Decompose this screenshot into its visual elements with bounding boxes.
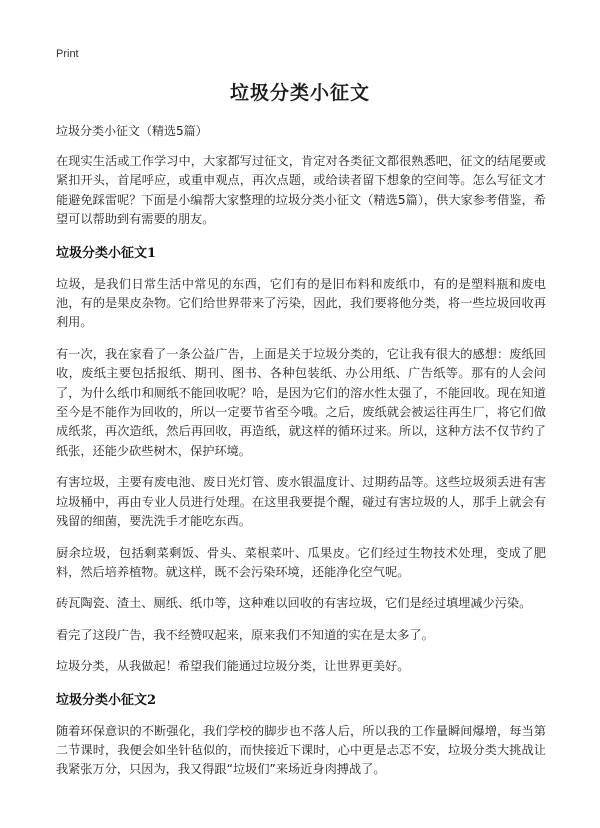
paragraph: 垃圾，是我们日常生活中常见的东西，它们有的是旧布料和废纸巾，有的是塑料瓶和废电池，有的是果皮杂物。它们给世界带来了污染，因此，我们要将他分类，将一些垃圾回收再利用。 (56, 276, 546, 330)
intro-paragraph: 在现实生活或工作学习中，大家都写过征文，肯定对各类征文都很熟悉吧，征文的结尾要或紧扣开头，首尾呼应，或重申观点，再次点题，或给读者留下想象的空间等。怎么写征文才能避免踩雷呢？下面是小编帮大家整理的垃圾分类小征文（精选5篇），供大家参考借鉴，希望可以帮助到有需要的朋友。 (56, 154, 546, 227)
paragraph: 有一次，我在家看了一条公益广告，上面是关于垃圾分类的，它让我有很大的感想：废纸回收，废纸主要包括报纸、期刊、图书、各种包装纸、办公用纸、广告纸等。那有的人会问了，为什么纸巾和厕纸不能回收呢？哈，是因为它们的溶水性太强了，不能回收。现在知道至今是不能作为回收的，所以一定要节省至今哦。之后，废纸就会被运往再生厂，将它们做成纸浆，再次造纸，然后再回收，再造纸，就这样的循环过来。所以，这种方法不仅节约了纸张，还能少砍些树木，保护环境。 (56, 346, 546, 458)
section-heading-2: 垃圾分类小征文2 (56, 692, 157, 708)
page-title: 垃圾分类小征文 (229, 82, 370, 104)
paragraph: 随着环保意识的不断强化，我们学校的脚步也不落人后，所以我的工作量瞬间爆增，每当第二节课时，我便会如坐针毡似的，而快接近下课时，心中更是忐忑不安，垃圾分类大挑战让我紧张万分，只因为，我又得跟“垃圾们”来场近身肉搏战了。 (56, 723, 546, 777)
paragraph: 看完了这段广告，我不经赞叹起来，原来我们不知道的实在是太多了。 (56, 627, 434, 642)
print-link[interactable]: Print (56, 48, 79, 60)
section-heading-1: 垃圾分类小征文1 (56, 245, 157, 261)
article-body (56, 122, 546, 792)
paragraph: 砖瓦陶瓷、渣土、厕纸、纸巾等，这种难以回收的有害垃圾，它们是经过填埋减少污染。 (56, 596, 532, 611)
paragraph: 有害垃圾，主要有废电池、废日光灯管、废水银温度计、过期药品等。这些垃圾须丢进有害垃圾桶中，再由专业人员进行处理。在这里我要提个醒，碰过有害垃圾的人，那手上就会有残留的细菌，要洗洗手才能吃东西。 (56, 475, 546, 529)
article-subtitle: 垃圾分类小征文（精选5篇） (56, 124, 208, 138)
paragraph: 厨余垃圾，包括剩菜剩饭、骨头、菜根菜叶、瓜果皮。它们经过生物技术处理，变成了肥料，然后培养植物。就这样，既不会污染环境，还能净化空气呢。 (56, 545, 546, 579)
paragraph: 垃圾分类，从我做起！希望我们能通过垃圾分类，让世界更美好。 (56, 659, 410, 674)
